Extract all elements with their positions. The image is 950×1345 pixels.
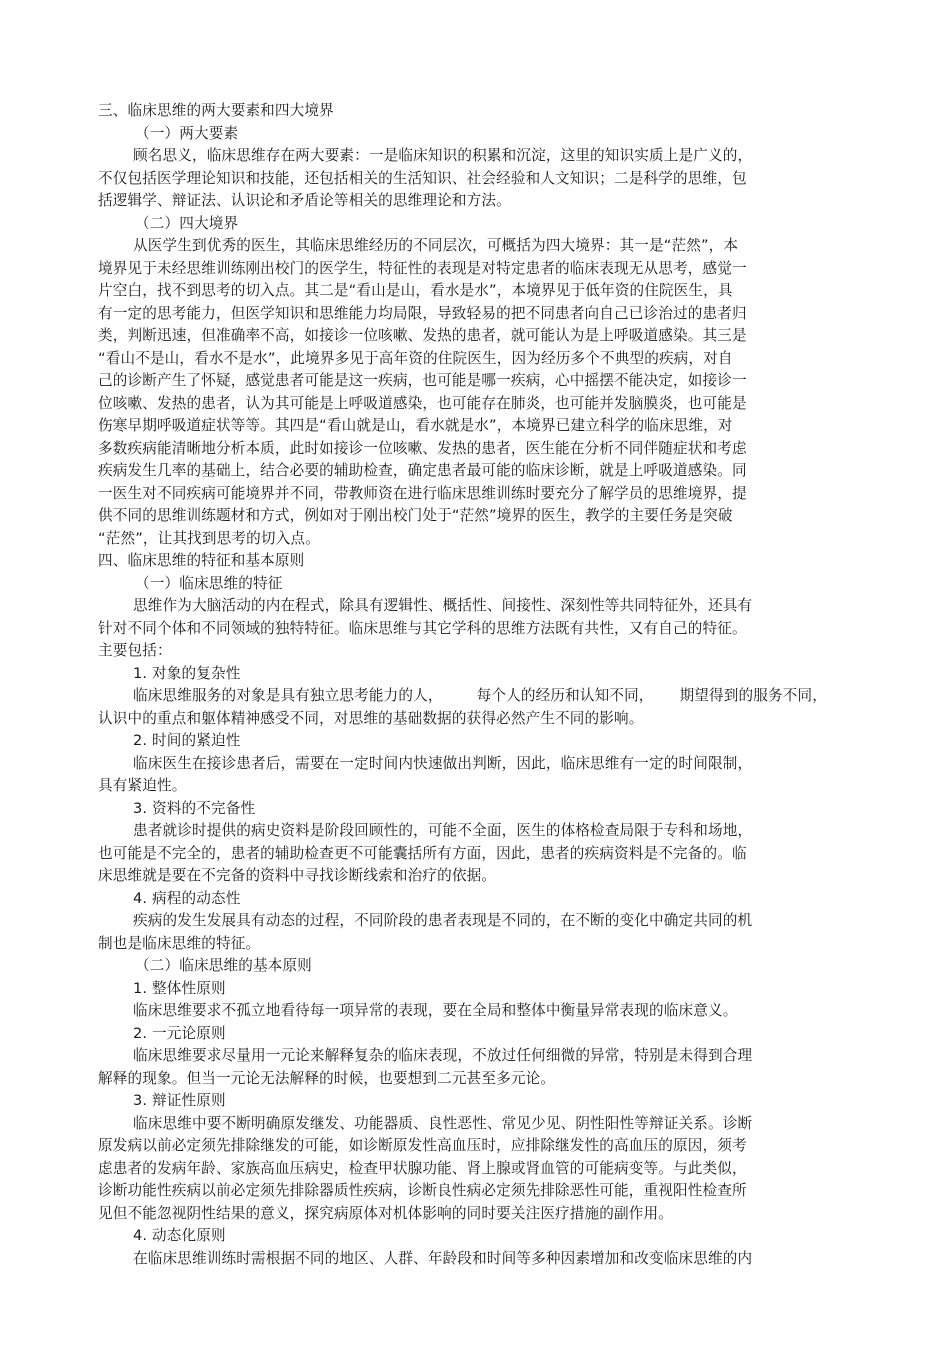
paragraph-line: 顾名思义，临床思维存在两大要素：一是临床知识的积累和沉淀，这里的知识实质上是广义的， xyxy=(133,147,753,164)
paragraph-line: 括逻辑学、辩证法、认识论和矛盾论等相关的思维理论和方法。 xyxy=(98,192,511,209)
paragraph-line: “看山不是山，看水不是水”，此境界多见于高年资的住院医生，因为经历多个不典型的疾病，对自 xyxy=(98,349,733,367)
section-heading: 四、临床思维的特征和基本原则 xyxy=(98,552,305,569)
paragraph-segment: 期望得到的服务不同， xyxy=(679,687,828,704)
item-heading: 3. 资料的不完备性 xyxy=(133,799,256,817)
paragraph-line: 原发病以前必定须先排除继发的可能，如诊断原发性高血压时，应排除继发性的高血压的原因，须考 xyxy=(98,1137,747,1154)
paragraph-line: 诊断功能性疾病以前必定须先排除器质性疾病，诊断良性病必定须先排除恶性可能，重视阳性检查所 xyxy=(98,1182,747,1199)
paragraph-line: 临床思维中要不断明确原发继发、功能器质、良性恶性、常见少见、阴性阳性等辩证关系。诊断 xyxy=(133,1114,753,1132)
item-heading: 1. 整体性原则 xyxy=(133,979,226,997)
subsection-heading: （一）两大要素 xyxy=(135,124,239,142)
paragraph-line: 疾病发生几率的基础上，结合必要的辅助检查，确定患者最可能的临床诊断，就是上呼吸道感染。同 xyxy=(98,462,747,479)
paragraph-line: 供不同的思维训练题材和方式，例如对于刚出校门处于“茫然”境界的医生，教学的主要任务是突破 xyxy=(98,507,733,524)
paragraph-line: 思维作为大脑活动的内在程式，除具有逻辑性、概括性、间接性、深刻性等共同特征外，还具有 xyxy=(133,597,753,614)
paragraph-line: 主要包括： xyxy=(98,642,172,659)
document-body xyxy=(98,100,828,1270)
paragraph-segment: 临床思维服务的对象是具有独立思考能力的人， xyxy=(133,687,443,704)
paragraph-line: 不仅包括医学理论知识和技能，还包括相关的生活知识、社会经验和人文知识；二是科学的思维，包 xyxy=(98,169,747,187)
paragraph-line: 也可能是不完全的，患者的辅助检查更不可能囊括所有方面，因此，患者的疾病资料是不完备的。临 xyxy=(98,844,747,862)
paragraph-line: 类，判断迅速，但准确率不高，如接诊一位咳嗽、发热的患者，就可能认为是上呼吸道感染。其三是 xyxy=(98,327,747,344)
paragraph-line: 境界见于未经思维训练刚出校门的医学生，特征性的表现是对特定患者的临床表现无从思考，感觉一 xyxy=(98,259,747,277)
paragraph-line: 床思维就是要在不完备的资料中寻找诊断线索和治疗的依据。 xyxy=(98,867,497,884)
paragraph-line: 见但不能忽视阴性结果的意义，探究病原体对机体影响的同时要关注医疗措施的副作用。 xyxy=(98,1204,674,1222)
paragraph-line: 一医生对不同疾病可能境界并不同，带教师资在进行临床思维训练时要充分了解学员的思维境界，提 xyxy=(98,484,747,502)
paragraph-line: 虑患者的发病年龄、家族高血压病史，检查甲状腺功能、肾上腺或肾血管的可能病变等。与此类似， xyxy=(98,1159,747,1177)
paragraph-segment: 每个人的经历和认知不同， xyxy=(476,687,654,704)
paragraph-line: 有一定的思考能力，但医学知识和思维能力均局限，导致轻易的把不同患者向自己已诊治过的患者归 xyxy=(98,304,747,322)
paragraph-line xyxy=(98,685,828,708)
paragraph-line: 伤寒早期呼吸道症状等等。其四是“看山就是山，看水就是水”，本境界已建立科学的临床思维，对 xyxy=(98,417,733,434)
paragraph-line: 制也是临床思维的特征。 xyxy=(98,934,261,952)
item-heading: 3. 辩证性原则 xyxy=(133,1092,226,1109)
paragraph-line: “茫然”，让其找到思考的切入点。 xyxy=(98,529,320,547)
section-heading: 三、临床思维的两大要素和四大境界 xyxy=(98,102,334,119)
subsection-heading: （二）四大境界 xyxy=(135,214,239,232)
paragraph-line: 临床思维要求尽量用一元论来解释复杂的临床表现，不放过任何细微的异常，特别是未得到合理 xyxy=(133,1047,753,1064)
paragraph-line: 从医学生到优秀的医生，其临床思维经历的不同层次，可概括为四大境界：其一是“茫然”，本 xyxy=(133,237,739,254)
paragraph-line: 临床医生在接诊患者后，需要在一定时间内快速做出判断，因此，临床思维有一定的时间限制， xyxy=(133,754,753,772)
paragraph-line: 具有紧迫性。 xyxy=(98,777,187,794)
item-heading: 4. 病程的动态性 xyxy=(133,889,241,907)
subsection-heading: （一）临床思维的特征 xyxy=(135,574,283,592)
paragraph-line: 解释的现象。但当一元论无法解释的时候，也要想到二元甚至多元论。 xyxy=(98,1069,556,1087)
paragraph-line: 疾病的发生发展具有动态的过程，不同阶段的患者表现是不同的，在不断的变化中确定共同的机 xyxy=(133,912,753,929)
paragraph-line: 患者就诊时提供的病史资料是阶段回顾性的，可能不全面，医生的体格检查局限于专科和场地， xyxy=(133,822,753,839)
paragraph-line: 认识中的重点和躯体精神感受不同，对思维的基础数据的获得必然产生不同的影响。 xyxy=(98,709,644,727)
item-heading: 2. 一元论原则 xyxy=(133,1024,226,1042)
paragraph-line: 在临床思维训练时需根据不同的地区、人群、年龄段和时间等多种因素增加和改变临床思维的内 xyxy=(133,1249,753,1267)
paragraph-line: 临床思维要求不孤立地看待每一项异常的表现，要在全局和整体中衡量异常表现的临床意义。 xyxy=(133,1002,738,1019)
paragraph-line: 多数疾病能清晰地分析本质，此时如接诊一位咳嗽、发热的患者，医生能在分析不同伴随症状和考虑 xyxy=(98,439,747,457)
paragraph-line: 针对不同个体和不同领域的独特特征。临床思维与其它学科的思维方法既有共性，又有自己的特征。 xyxy=(98,619,747,637)
paragraph-line: 片空白，找不到思考的切入点。其二是“看山是山，看水是水”，本境界见于低年资的住院医生，具 xyxy=(98,282,733,299)
subsection-heading: （二）临床思维的基本原则 xyxy=(135,957,312,974)
paragraph-line: 位咳嗽、发热的患者，认为其可能是上呼吸道感染，也可能存在肺炎，也可能并发脑膜炎，也可能是 xyxy=(98,394,747,412)
item-heading: 2. 时间的紧迫性 xyxy=(133,732,241,749)
paragraph-line: 己的诊断产生了怀疑，感觉患者可能是这一疾病，也可能是哪一疾病，心中摇摆不能决定，如接诊一 xyxy=(98,372,747,389)
item-heading: 4. 动态化原则 xyxy=(133,1227,226,1244)
item-heading: 1. 对象的复杂性 xyxy=(133,664,241,682)
